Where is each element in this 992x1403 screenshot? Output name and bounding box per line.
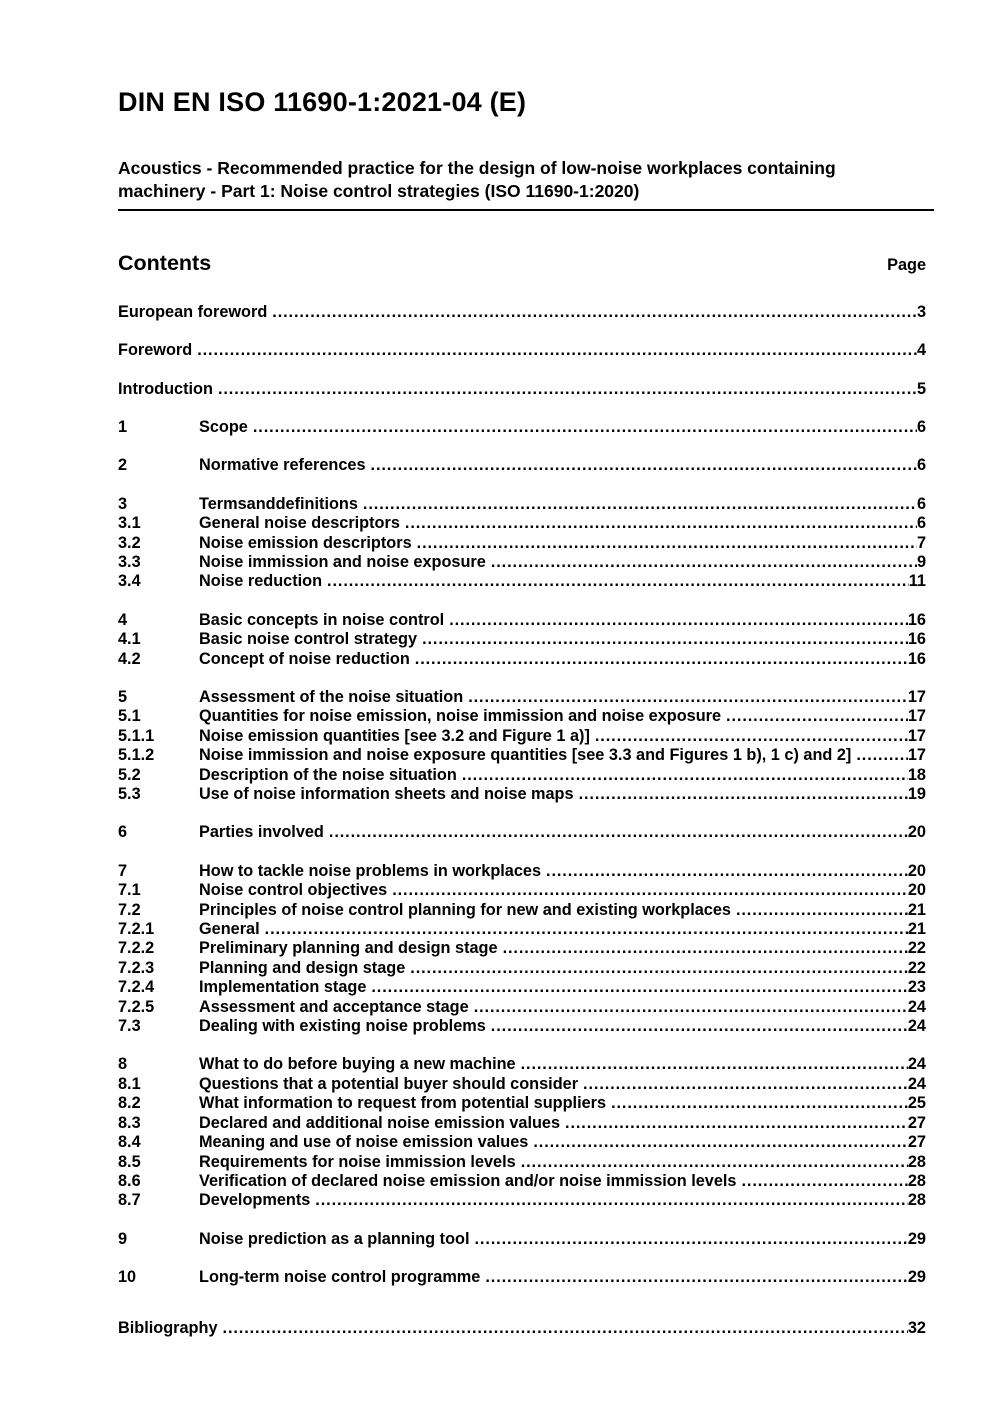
toc-entry-title: Noise emission quantities [see 3.2 and Figure 1 a)] [199,726,590,745]
dot-leader [422,630,908,649]
toc-entry [118,707,926,726]
toc-entry-page: 3 [916,302,926,321]
dot-leader [521,1055,908,1074]
dot-leader [462,766,908,785]
dot-leader [736,901,908,920]
dot-leader [474,1230,907,1249]
toc-entry-number: 2 [118,456,128,475]
toc-entry-page: 24 [907,997,926,1016]
contents-heading: Contents [118,250,212,275]
toc-entry [118,1114,926,1133]
toc-entry [118,456,926,475]
toc-group [118,1055,926,1210]
toc-entry-number: 8.3 [118,1113,141,1132]
toc-entry-page: 6 [916,417,926,436]
toc-entry-title: Assessment and acceptance stage [199,997,469,1016]
toc-entry-page: 16 [907,649,926,668]
dot-leader [579,785,908,804]
toc-entry [118,1230,926,1249]
toc-entry-title: Noise immission and noise exposure [199,552,486,571]
toc-entry-number: 8.2 [118,1094,141,1113]
toc-entry-page: 6 [916,514,926,533]
dot-leader [392,881,908,900]
toc-entry-page: 9 [916,552,926,571]
dot-leader [449,611,908,630]
dot-leader [315,1191,908,1210]
toc-entry-title: European foreword [118,302,268,321]
toc-entry-number: 5.3 [118,785,141,803]
toc-group [118,688,926,804]
dot-leader [197,341,917,360]
dot-leader [363,495,917,514]
toc-entry [118,514,926,533]
toc-entry [118,534,926,553]
toc-entry [118,727,926,746]
toc-entry-number: 1 [118,417,128,436]
toc-entry-title: Developments [199,1191,311,1210]
toc-entry-number: 8.1 [118,1074,141,1093]
toc-entry-title: Concept of noise reduction [199,649,410,668]
toc-entry-page: 24 [907,1055,926,1074]
dot-leader [329,823,908,842]
toc-entry-title: Use of noise information sheets and noise maps [199,785,574,803]
dot-leader [533,1133,908,1152]
toc-entry-number: 6 [118,823,128,842]
dot-leader [491,553,917,572]
toc-entry-title: Meaning and use of noise emission values [199,1133,529,1152]
toc-entry [118,939,926,958]
toc-entry-title: Termsanddefinitions [199,494,358,513]
toc-entry-number: 7.2.5 [118,997,155,1016]
dot-leader [405,514,917,533]
toc-entry [118,1075,926,1094]
toc-entry-number: 8.7 [118,1191,141,1210]
toc-entry-page: 20 [907,823,926,842]
doc-title: Acoustics - Recommended practice for the design of low-noise workplaces containing machinery - Part 1: Noise control strategies (ISO 11690-1:2020) [118,157,836,201]
toc-entry-page: 28 [907,1152,926,1171]
toc-entry-title: Basic concepts in noise control [199,610,445,629]
toc-entry-number: 5.1 [118,707,141,726]
toc-entry-page: 5 [916,379,926,398]
toc-entry-page: 28 [907,1191,926,1210]
dot-leader [474,998,908,1017]
toc-entry [118,650,926,669]
toc-entry [118,1017,926,1036]
toc-entry-number: 3 [118,494,128,513]
dot-leader [726,707,908,726]
toc-group [118,611,926,669]
dot-leader [491,1017,908,1036]
toc-entry-number: 4.2 [118,649,141,668]
toc-entry-number: 5.1.1 [118,726,155,745]
title-underline [118,209,934,211]
toc-entry-page: 21 [907,900,926,919]
toc-entry-page: 20 [907,881,926,900]
toc-entry-title: How to tackle noise problems in workplaces [199,861,542,880]
toc-entry-page: 24 [907,1074,926,1093]
toc-entry-title: Declared and additional noise emission values [199,1113,561,1132]
toc-entry-title: What to do before buying a new machine [199,1055,516,1074]
toc-group [118,495,926,592]
dot-leader [272,303,917,322]
toc-entry-number: 10 [118,1268,137,1287]
dot-leader [253,418,917,437]
toc-entry-page: 18 [907,765,926,784]
toc-entry-title: Quantities for noise emission, noise immission and noise exposure [199,707,722,726]
toc-entry-page: 21 [907,920,926,939]
toc-entry-number: 3.2 [118,533,141,552]
toc-entry [118,1153,926,1172]
toc-entry-page: 24 [907,1017,926,1036]
toc-entry-number: 3.1 [118,514,141,533]
toc-entry [118,920,926,939]
toc-entry [118,785,926,804]
dot-leader [856,746,908,765]
toc-entry-number: 7.2.2 [118,939,155,958]
toc-entry-title: Questions that a potential buyer should consider [199,1074,579,1093]
toc-entry-number: 3.3 [118,552,141,571]
toc-entry-page: 17 [907,687,926,706]
dot-leader [410,959,908,978]
toc-entry-title: Verification of declared noise emission and/or noise immission levels [199,1171,737,1190]
toc-entry-page: 20 [907,861,926,880]
toc-entry [118,1055,926,1074]
dot-leader [327,572,909,591]
toc-entry [118,862,926,881]
dot-leader [583,1075,908,1094]
toc-entry-title: Normative references [199,456,366,475]
toc-entry-page: 16 [907,630,926,649]
toc-entry-page: 27 [907,1113,926,1132]
dot-leader [371,978,908,997]
toc-group [118,1268,926,1287]
toc-entry-title: Noise reduction [199,572,323,591]
dot-leader [611,1094,908,1113]
toc-group [118,1230,926,1249]
toc-entry-title: Noise prediction as a planning tool [199,1229,470,1248]
page-column-label: Page [887,255,926,274]
toc-entry-number: 7.2.4 [118,978,155,997]
dot-leader [218,380,917,399]
toc-entry-title: Principles of noise control planning for new and existing workplaces [199,900,731,919]
toc-entry-number: 7.2.3 [118,958,155,977]
toc-entry [118,1268,926,1287]
dot-leader [415,650,908,669]
toc-entry-page: 32 [907,1318,926,1337]
toc-entry-number: 8 [118,1055,128,1074]
toc-entry-number: 7.2.1 [118,920,155,939]
toc-group [118,418,926,437]
toc-entry-title: Bibliography [118,1318,218,1337]
toc-entry-title: Requirements for noise immission levels [199,1152,516,1171]
toc-entry-page: 29 [907,1229,926,1248]
toc-entry-number: 5.2 [118,765,141,784]
toc-entry [118,572,926,591]
toc-entry-title: Long-term noise control programme [199,1268,481,1287]
toc-entry-title: Preliminary planning and design stage [199,939,498,958]
toc-entry-title: Noise immission and noise exposure quantities [see 3.3 and Figures 1 b), 1 c) and 2] [199,746,852,765]
toc-entry-page: 7 [916,533,926,552]
toc-group [118,456,926,475]
table-of-contents [118,303,926,1338]
toc-entry-title: Foreword [118,341,193,360]
toc-entry-page: 6 [916,456,926,475]
toc-entry-title: Assessment of the noise situation [199,687,464,706]
toc-entry-title: Basic noise control strategy [199,630,418,649]
toc-entry-page: 17 [907,726,926,745]
toc-entry-page: 28 [907,1171,926,1190]
dot-leader [741,1172,907,1191]
toc-entry-number: 7.2 [118,900,141,919]
toc-group [118,862,926,1037]
toc-entry-page: 6 [916,494,926,513]
toc-entry-title: Noise emission descriptors [199,533,412,552]
toc-entry [118,998,926,1017]
toc-entry [118,766,926,785]
toc-entry-title: Planning and design stage [199,958,406,977]
toc-entry-number: 4 [118,610,128,629]
toc-entry-number: 5.1.2 [118,746,155,765]
toc-group [118,380,926,399]
dot-leader [503,939,908,958]
toc-entry [118,1133,926,1152]
toc-entry [118,1319,926,1338]
toc-group [118,341,926,360]
toc-entry-title: Parties involved [199,823,324,842]
toc-entry-title: Dealing with existing noise problems [199,1017,486,1036]
toc-group [118,303,926,322]
toc-entry [118,881,926,900]
toc-entry [118,1191,926,1210]
toc-entry-page: 29 [907,1268,926,1287]
dot-leader [223,1319,908,1338]
toc-entry [118,611,926,630]
dot-leader [485,1268,908,1287]
toc-entry-number: 9 [118,1229,128,1248]
toc-entry-page: 16 [907,610,926,629]
toc-entry-title: Noise control objectives [199,881,388,900]
toc-entry-number: 3.4 [118,572,141,591]
toc-entry [118,303,926,322]
toc-entry-title: Description of the noise situation [199,765,457,784]
dot-leader [468,688,908,707]
toc-entry-page: 25 [907,1094,926,1113]
toc-entry [118,978,926,997]
toc-entry [118,823,926,842]
toc-entry-page: 22 [907,958,926,977]
toc-entry-page: 11 [908,572,926,591]
toc-entry [118,1094,926,1113]
toc-entry-title: General [199,920,260,939]
toc-entry-title: Scope [199,417,248,436]
toc-entry [118,380,926,399]
toc-entry [118,746,926,765]
toc-entry [118,959,926,978]
toc-entry [118,630,926,649]
toc-entry-number: 5 [118,687,128,706]
toc-entry [118,495,926,514]
toc-entry-number: 7.1 [118,881,141,900]
toc-entry-number: 8.4 [118,1133,141,1152]
toc-entry [118,553,926,572]
dot-leader [371,456,917,475]
contents-header [118,251,926,276]
toc-entry-number: 8.6 [118,1171,141,1190]
toc-entry-page: 19 [907,785,926,803]
dot-leader [565,1114,908,1133]
toc-entry [118,418,926,437]
toc-entry-number: 4.1 [118,630,141,649]
toc-entry-page: 17 [907,707,926,726]
toc-entry-page: 27 [907,1133,926,1152]
dot-leader [417,534,917,553]
toc-entry-page: 23 [907,978,926,997]
dot-leader [265,920,908,939]
toc-entry [118,341,926,360]
toc-entry-page: 22 [907,939,926,958]
toc-entry [118,688,926,707]
dot-leader [521,1153,908,1172]
toc-entry-title: What information to request from potential suppliers [199,1094,607,1113]
toc-entry-page: 4 [916,341,926,360]
dot-leader [546,862,908,881]
toc-group [118,1319,926,1338]
toc-entry-title: Implementation stage [199,978,367,997]
toc-entry-page: 17 [907,746,926,765]
doc-code: DIN EN ISO 11690-1:2021-04 (E) [118,87,527,117]
dot-leader [595,727,908,746]
toc-entry-number: 7.3 [118,1017,141,1036]
toc-entry-title: General noise descriptors [199,514,400,533]
toc-group [118,823,926,842]
toc-entry [118,901,926,920]
toc-entry-number: 7 [118,861,128,880]
toc-entry-number: 8.5 [118,1152,141,1171]
toc-entry [118,1172,926,1191]
toc-entry-title: Introduction [118,379,213,398]
